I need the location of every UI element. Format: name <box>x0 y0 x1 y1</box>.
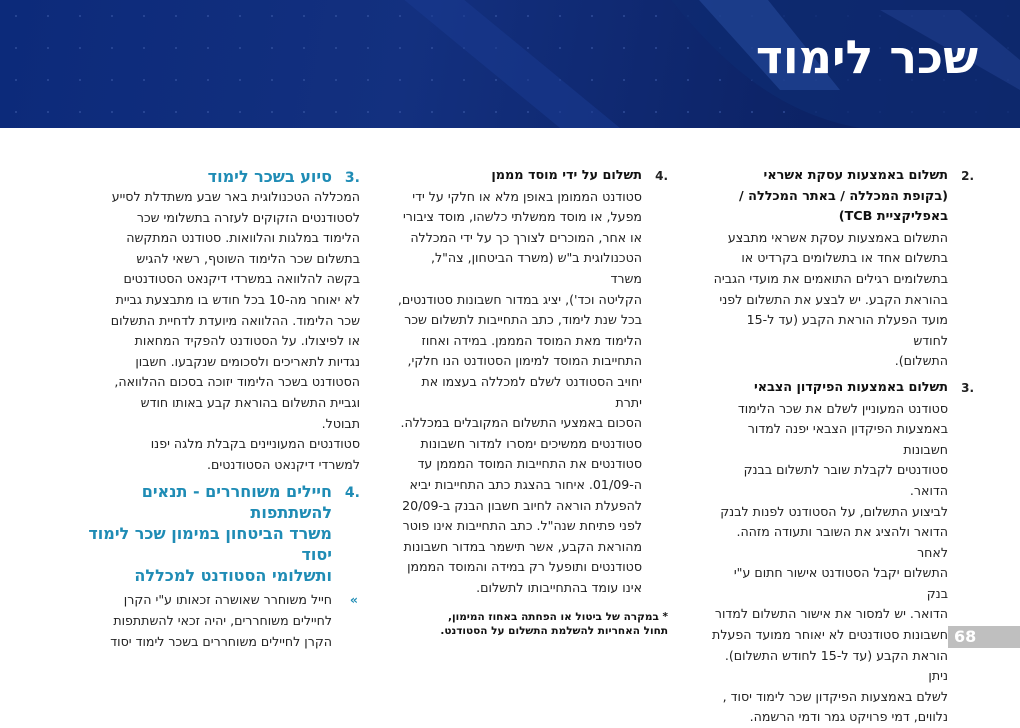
section-number: .4 <box>655 169 668 183</box>
body-line: סטודנטים ממשיכים ימסרו למדור חשבונות <box>420 435 642 451</box>
section-number: .4 <box>344 485 360 502</box>
section-funding-institution <box>396 166 668 598</box>
body-line: אינו עומד בהתחייבותו לתשלום. <box>476 579 642 595</box>
section-discharged-soldiers <box>74 481 360 586</box>
body-line: הסכום באמצעי התשלום המקובלים במכללה. <box>400 415 642 431</box>
section-number: .2 <box>961 169 974 183</box>
body-line: באמצעות הפיקדון הצבאי יפנה למדור חשבונות <box>747 421 948 457</box>
body-line: הדואר ולהציג את השובר ותעודה מזהה. לאחר <box>736 524 948 560</box>
section-military-deposit <box>712 378 974 728</box>
bullet-marker: » <box>349 592 358 608</box>
body-line: לפני פתיחת שנה"ל. כתב התחייבות אינו פוטר <box>402 518 642 534</box>
bullet-item <box>74 590 360 652</box>
section-heading: סיוע בשכר לימוד <box>207 167 332 186</box>
column-middle <box>396 166 668 638</box>
footnote-line: * במקרה של ביטול או הפחתה באחוז המימון, <box>448 611 668 624</box>
page-number: 68 <box>948 626 1020 648</box>
body-line: המכללה הטכנולוגית באר שבע משתדלת לסייע <box>111 189 360 204</box>
body-line: או לפיצולו. על הסטודנט להפקיד המחאות <box>134 333 360 349</box>
body-line: בקשה להלוואה במשרדי דיקנאט הסטודנטים <box>123 271 360 287</box>
body-line: סטודנטים ותופעל רק במידה והמוסד המממן <box>407 559 642 575</box>
body-line: התשלום יקבל הסטודנט אישור חתום ע"י בנק <box>733 565 948 601</box>
body-line: הלימוד מאת המוסד המממן. במידה ואחוז <box>421 332 642 348</box>
body-line: לסטודנטים הזקוקים לעזרה בתשלומי שכר <box>136 209 360 225</box>
body-line: סטודנט הממומן באופן מלא או חלקי על ידי <box>412 188 642 204</box>
body-line: הוראת הקבע (עד ל-15 לחודש התשלום). ניתן <box>724 647 948 684</box>
body-line: להפעלת הוראה לחיוב חשבון הבנק ב-20/09 <box>402 497 642 513</box>
body-line: נלווים, דמי פרויקט גמר ודמי הרשמה. <box>749 709 948 725</box>
section-heading-line: באפליקציית TCB) <box>838 209 948 225</box>
section-tuition-assistance <box>74 166 360 187</box>
body-line: סטודנטים לקבלת שובר לתשלום בבנק הדואר. <box>743 462 948 498</box>
body-line: בתשלום אחד או בתשלומים בקרדיט או <box>741 250 948 266</box>
body-line: לשלם באמצעות הפיקדון שכר לימוד יסוד , <box>722 688 948 704</box>
body-line: בכל שנת לימוד, כתב התחייבות לתשלום שכר <box>404 312 642 328</box>
body-line: התשלום באמצעות עסקת אשראי מתבצע <box>727 229 948 245</box>
body-line: התשלום). <box>894 353 948 369</box>
body-line: לא יאוחר מה-10 בכל חודש בו מתבצעת גביית <box>115 291 360 307</box>
body-line: או אחר, המוכרים לצורך כך על ידי המכללה <box>410 229 642 245</box>
body-line: וגביית התשלום בהוראת קבע באותו חודש <box>140 394 360 410</box>
section-heading: תשלום על ידי מוסד מממן <box>491 168 642 183</box>
section-number: .3 <box>344 170 360 186</box>
footnote <box>396 610 668 638</box>
body-line: סטודנט המעוניין לשלם את שכר הלימוד <box>737 400 948 416</box>
body-line: הקרן לחיילים משוחררים בשכר לימוד יסוד <box>110 633 332 649</box>
body-line: הקליטה וכד'), יציג במדור חשבונות סטודנטים, <box>397 291 642 307</box>
section-heading: תשלום באמצעות הפיקדון הצבאי <box>754 379 948 395</box>
body-line: הלימוד במלגות והלוואות. סטודנט המתקשה <box>126 230 360 246</box>
column-left <box>74 166 360 652</box>
body-line: התחייבות המוסד למימון הסטודנט הנו חלקי, <box>407 353 642 369</box>
body-line: חייל משוחרר שאושרה זכאותו ע"י הקרן <box>123 592 332 608</box>
column-right <box>712 166 974 728</box>
body-line: לביצוע התשלום, על הסטודנט לפנות לבנק <box>720 503 948 519</box>
body-line: בהוראת הקבע. יש לבצע את התשלום לפני <box>719 291 948 307</box>
body-line: לחיילים משוחררים, יהיה זכאי להשתתפות <box>113 612 332 628</box>
section-heading-line: חיילים משוחררים - תנאים להשתתפות <box>141 482 332 523</box>
page-header <box>0 0 1020 128</box>
body-line: למשרדי דיקנאט הסטודנטים. <box>207 456 360 472</box>
section-heading-line: משרד הביטחון במימון שכר לימוד יסוד <box>88 524 332 565</box>
section-heading-line: ותשלומי הסטודנט למכללה <box>134 566 332 586</box>
body-line: נגדיות לתאריכים ולסכומים שנקבעו. חשבון <box>135 353 360 369</box>
body-line: הסטודנט בשכר הלימוד יזוכה בסכום ההלוואה, <box>114 374 360 390</box>
body-line: מהוראת הקבע, אשר תישמר במדור חשבונות <box>403 538 642 554</box>
section-credit-card <box>712 166 974 372</box>
body-line: בתשלום שכר הלימוד השוטף, רשאי להגיש <box>136 250 360 266</box>
footnote-line: תחול האחריות להשלמת התשלום על הסטודנט. <box>440 625 668 638</box>
body-line: מועד הפעלת הוראת הקבע (עד ל-15 לחודש <box>746 312 948 348</box>
body-line: הדואר. יש למסור את אישור התשלום למדור <box>714 606 948 622</box>
body-line: חשבונות סטודנטים לא יאוחר ממועד הפעלת <box>712 627 948 643</box>
body-line: בתשלומים רגילים התואמים את מועדי הגביה <box>713 270 948 286</box>
section-number: .3 <box>961 380 974 395</box>
body-line: הטכנולוגית ב"ש (משרד הביטחון, צה"ל, משרד <box>430 250 642 286</box>
body-line: יחויב הסטודנט לשלם למכללה בעצמו את יתרת <box>421 373 642 410</box>
body-line: סטודנטים את התחייבות המוסד המממן עד <box>417 456 642 472</box>
section-heading-line: תשלום באמצעות עסקת אשראי <box>763 168 948 183</box>
body-line: שכר הלימוד. ההלוואה מיועדת לדחיית התשלום <box>110 312 360 328</box>
page-title: שכר לימוד <box>755 30 978 84</box>
body-line: ה-01/09. איחור בהצגת כתב התחייבות יביא <box>409 476 642 492</box>
body-line: סטודנטים המעוניינים בקבלת מלגה יפנו <box>150 436 360 452</box>
section-heading-line: (בקופת המכללה / באתר המכללה / <box>739 188 948 204</box>
body-line: מפעל, או מוסד ממשלתי כלשהו, מוסד ציבורי <box>402 209 642 225</box>
body-line: תבוטל. <box>321 415 360 431</box>
